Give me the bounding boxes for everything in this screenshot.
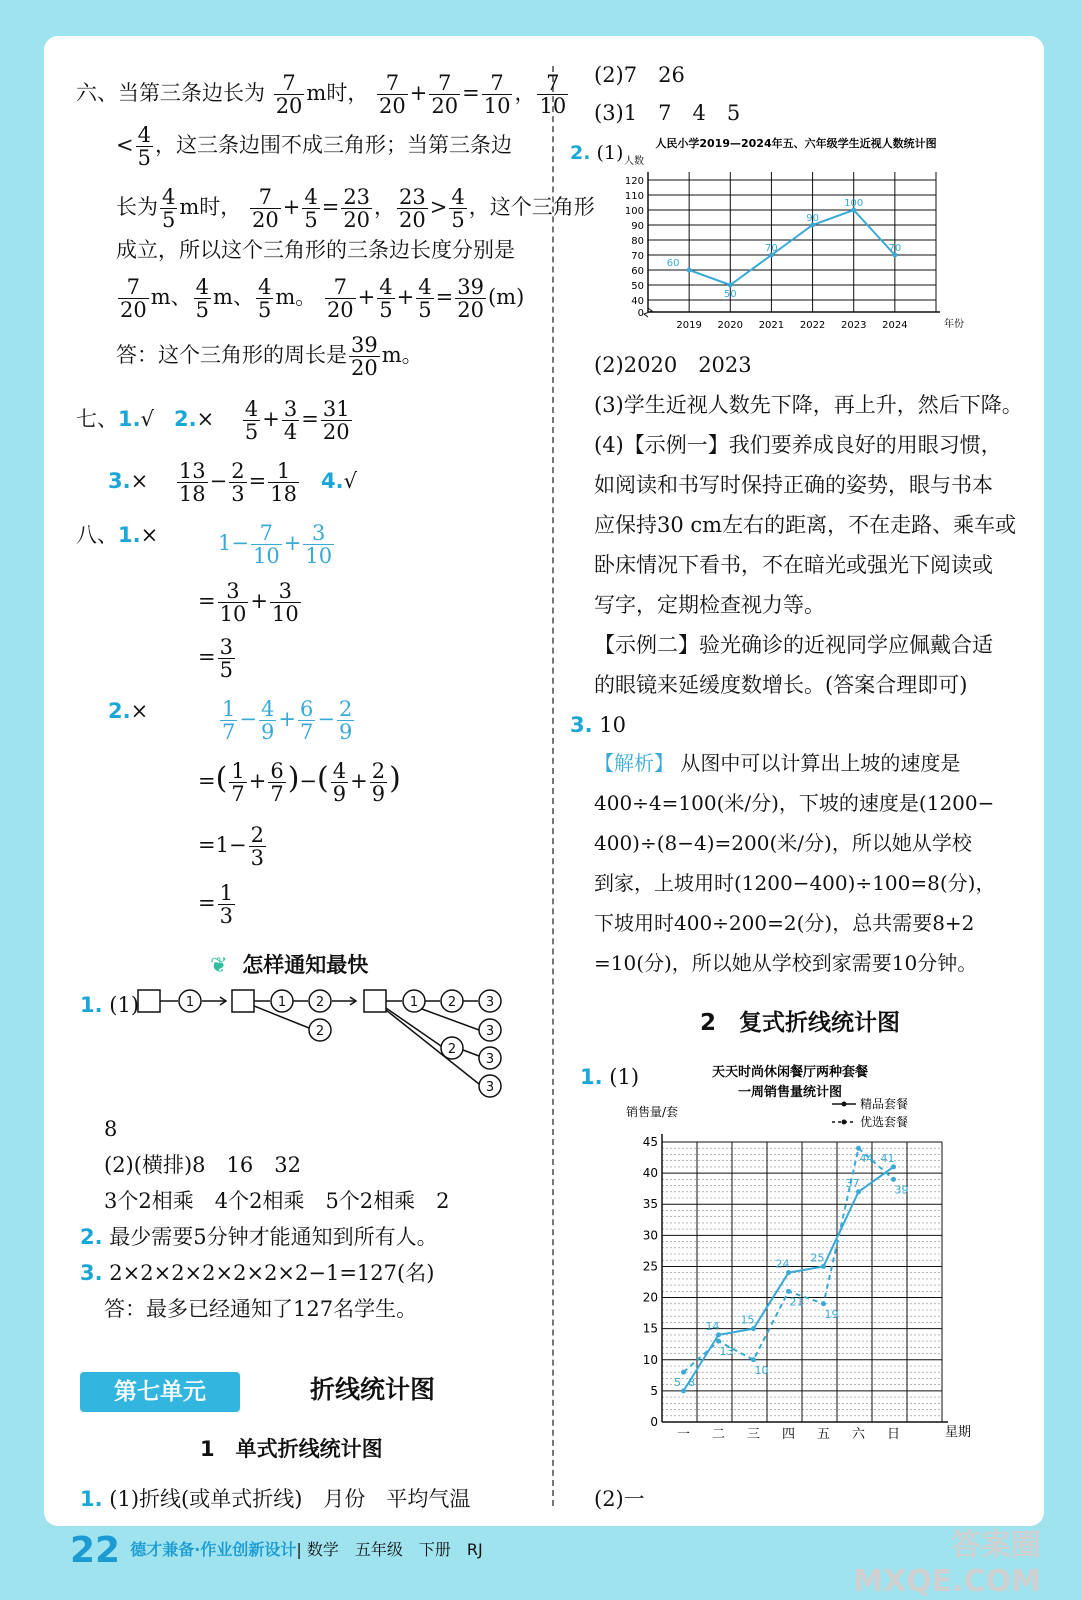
r2-answer2: (2)2020 2023: [594, 353, 752, 377]
x-tick-label: 六: [851, 1427, 866, 1442]
x-tick-label: 二: [711, 1427, 726, 1442]
svg-text:3: 3: [485, 1080, 495, 1095]
brand: 德才兼备·作业创新设计: [130, 1540, 297, 1559]
data-label: 70: [765, 243, 778, 254]
svg-text:2: 2: [447, 1042, 457, 1057]
s7-row1: 七、1.√ 2.× $\frac{4}{5}$ + $\frac{3}{4}$ = $\frac{31}{20}$: [76, 397, 350, 444]
u1: 1. (1)折线(或单式折线) 月份 平均气温: [80, 1487, 471, 1511]
x-tick-label: 五: [816, 1427, 831, 1442]
data-label: 37: [845, 1176, 860, 1190]
data-point: [716, 1332, 721, 1337]
legend-label: 优选套餐: [860, 1115, 909, 1129]
chart-title: 人民小学2019—2024年五、六年级学生近视人数统计图: [655, 137, 937, 150]
s8-2-expr: $\frac{1}{7}$ − $\frac{4}{9}$ + $\frac{6}{7}$ − $\frac{2}{9}$: [222, 697, 353, 744]
legend-marker: [842, 1120, 847, 1125]
data-point: [751, 1357, 756, 1362]
s8-2-step3: = $\frac{1}{3}$: [198, 881, 233, 928]
data-point: [891, 1177, 896, 1182]
y-tick-label: 100: [624, 206, 644, 217]
data-point: [891, 1164, 896, 1169]
x-axis-label: 年份: [944, 319, 964, 330]
s6-line3: 长为 $\frac{4}{5}$ m时， $\frac{7}{20}$ + $\frac{4}{5}$ = $\frac{23}{20}$ ， $\frac{23}{20}$ > $\frac{4}{5}$ ，这个三角形: [116, 185, 595, 232]
y-tick-label: 40: [642, 1166, 658, 1181]
y-tick-label: 20: [642, 1290, 658, 1305]
data-label: 100: [844, 198, 864, 209]
svg-text:1: 1: [409, 995, 419, 1010]
data-label: 5: [674, 1375, 681, 1389]
svg-text:1: 1: [277, 995, 287, 1010]
x-tick-label: 日: [886, 1427, 901, 1442]
data-label: 14: [705, 1319, 720, 1333]
c1-answer2: (2)一: [594, 1487, 645, 1511]
y-tick-label: 5: [650, 1383, 658, 1398]
svg-text:2: 2: [315, 995, 325, 1010]
data-point: [716, 1339, 721, 1344]
x-tick-label: 2023: [840, 320, 867, 331]
x-tick-label: 2019: [676, 320, 702, 331]
svg-text:3: 3: [485, 995, 495, 1010]
chart-title: 天天时尚休闲餐厅两种套餐: [711, 1065, 869, 1080]
data-point: [821, 1301, 826, 1306]
r3-analysis: 【解析】 从图中可以计算出上坡的速度是: [594, 751, 961, 775]
y-tick-label: 120: [624, 176, 644, 187]
data-label: 50: [723, 289, 737, 300]
y-tick-label: 90: [631, 221, 644, 232]
data-label: 15: [740, 1313, 755, 1327]
y-tick-label: 0: [650, 1415, 658, 1429]
data-label: 60: [666, 258, 680, 269]
page-number: 22: [70, 1530, 121, 1571]
r3: 3. 10: [570, 713, 627, 737]
y-tick-label: 35: [642, 1197, 658, 1212]
data-label: 90: [806, 213, 819, 224]
data-point: [681, 1370, 686, 1375]
s6-line2: < $\frac{4}{5}$ ，这三条边围不成三角形；当第三条边: [116, 123, 512, 170]
y-tick-label: 25: [642, 1259, 658, 1274]
q2: 2. 最少需要5分钟才能通知到所有人。: [80, 1225, 438, 1249]
s6-line5: $\frac{7}{20}$ m、 $\frac{4}{5}$ m、 $\frac{4}{5}$ m。 $\frac{7}{20}$ + $\frac{4}{5}$ + $\frac{4}{5}$ = $\frac{39}{20}$ (m): [120, 275, 525, 322]
x-tick-label: 一: [676, 1427, 691, 1442]
data-label: 10: [754, 1363, 769, 1377]
data-point: [728, 283, 733, 288]
s8-2-step2: =1− $\frac{2}{3}$: [198, 823, 264, 870]
section-title: ❦ 怎样通知最快: [210, 953, 369, 977]
x-axis-label: 星期: [944, 1425, 972, 1440]
s6-answer: 答：这个三角形的周长是 $\frac{39}{20}$ m。: [116, 333, 423, 380]
q1-result: 8: [104, 1117, 118, 1141]
data-label: 25: [810, 1251, 825, 1265]
data-point: [687, 268, 692, 273]
notify-diagram: [136, 988, 526, 1098]
y-tick-label: 40: [631, 296, 644, 307]
data-label: 41: [880, 1151, 895, 1165]
data-label: 19: [824, 1307, 839, 1321]
x-tick-label: 三: [746, 1427, 761, 1442]
s8-1-expr: 1− $\frac{7}{10}$ + $\frac{3}{10}$: [218, 521, 333, 568]
myopia-line-chart: [618, 136, 978, 346]
svg-text:2: 2: [447, 995, 457, 1010]
data-point: [751, 1326, 756, 1331]
q1-part3: 3个2相乘 4个2相乘 5个2相乘 2: [104, 1189, 450, 1213]
s8-1-step1: = $\frac{3}{10}$ + $\frac{3}{10}$: [198, 579, 299, 626]
sprout-icon: ❦: [210, 953, 228, 977]
data-label: 8: [688, 1376, 695, 1390]
q1-part2: (2)(横排)8 16 32: [104, 1153, 301, 1177]
subsection-title-2: 2 复式折线统计图: [700, 1010, 901, 1036]
c1-label: 1. (1): [580, 1065, 640, 1089]
s8-2-step1: =( $\frac{1}{7}$ + $\frac{6}{7}$ )−( $\frac{4}{9}$ + $\frac{2}{9}$ ): [198, 759, 401, 806]
y-tick-label: 10: [642, 1352, 658, 1367]
data-label: 39: [894, 1183, 909, 1197]
s8-item2: 2.×: [108, 699, 149, 723]
data-point: [821, 1264, 826, 1269]
y-axis-label: 销售量/套: [626, 1105, 679, 1119]
unit-banner: 第七单元: [80, 1372, 240, 1412]
legend-label: 精品套餐: [860, 1097, 909, 1111]
s6-line4: 成立，所以这个三角形的三条边长度分别是: [116, 238, 515, 262]
s8-item1: 八、1.×: [76, 523, 159, 547]
s8-1-step2: = $\frac{3}{5}$: [198, 635, 233, 682]
subsection-title: 1 单式折线统计图: [200, 1437, 383, 1461]
x-tick-label: 2021: [758, 320, 785, 331]
y-tick-label: 30: [642, 1228, 658, 1243]
y-tick-label: 80: [631, 236, 644, 247]
y-tick-label: 60: [631, 266, 644, 277]
data-point: [856, 1189, 861, 1194]
q1-label: 1. (1): [80, 993, 140, 1017]
chart-title: 一周销售量统计图: [737, 1085, 843, 1100]
x-tick-label: 2020: [717, 320, 744, 331]
r-part2: (2)7 26: [594, 63, 685, 87]
r-part3: (3)1 7 4 5: [594, 101, 741, 125]
series-line: [689, 210, 895, 285]
q3: 3. 2×2×2×2×2×2×2−1=127(名): [80, 1261, 435, 1285]
s7-row2: 3.× $\frac{13}{18}$ − $\frac{2}{3}$ = $\frac{1}{18}$ 4.√: [108, 459, 357, 506]
data-point: [786, 1289, 791, 1294]
r2-label: 2. (1): [570, 142, 624, 164]
s6-line1: 六、当第三条边长为 $\frac{7}{20}$ m时， $\frac{7}{20}$ + $\frac{7}{20}$ = $\frac{7}{10}$ ， $\frac{7}{10}$: [76, 71, 567, 118]
y-axis-label: 人数: [624, 156, 644, 167]
data-point: [786, 1270, 791, 1275]
y-tick-label: 50: [631, 281, 644, 292]
data-label: 44: [859, 1152, 874, 1166]
legend-marker: [842, 1102, 847, 1107]
svg-text:3: 3: [485, 1024, 495, 1039]
x-tick-label: 四: [781, 1427, 796, 1442]
x-tick-label: 2022: [799, 320, 826, 331]
x-tick-label: 2024: [882, 320, 908, 331]
y-tick-label: 0: [637, 308, 644, 319]
svg-text:2: 2: [315, 1024, 325, 1039]
y-tick-label: 15: [642, 1321, 658, 1336]
book-meta: | 数学 五年级 下册 RJ: [296, 1540, 483, 1559]
data-label: 70: [888, 243, 902, 254]
y-tick-label: 110: [624, 191, 644, 202]
data-label: 13: [719, 1345, 734, 1359]
footer: [70, 1530, 483, 1571]
data-label: 21: [789, 1295, 804, 1309]
unit-title: 折线统计图: [310, 1375, 436, 1404]
r2-answer3: (3)学生近视人数先下降，再上升，然后下降。: [594, 393, 1023, 417]
watermark: 答案圈 MXQE.COM: [853, 1528, 1041, 1599]
data-point: [856, 1146, 861, 1151]
y-tick-label: 70: [631, 251, 644, 262]
svg-text:3: 3: [485, 1052, 495, 1067]
data-label: 24: [775, 1257, 790, 1271]
column-divider: [552, 66, 554, 1506]
fraction: $\frac{7}{20}$: [275, 71, 303, 118]
data-point: [681, 1388, 686, 1393]
y-tick-label: 45: [642, 1135, 658, 1149]
svg-text:1: 1: [185, 995, 195, 1010]
q3-answer: 答：最多已经通知了127名学生。: [104, 1297, 418, 1321]
meal-sales-line-chart: [620, 1060, 980, 1460]
